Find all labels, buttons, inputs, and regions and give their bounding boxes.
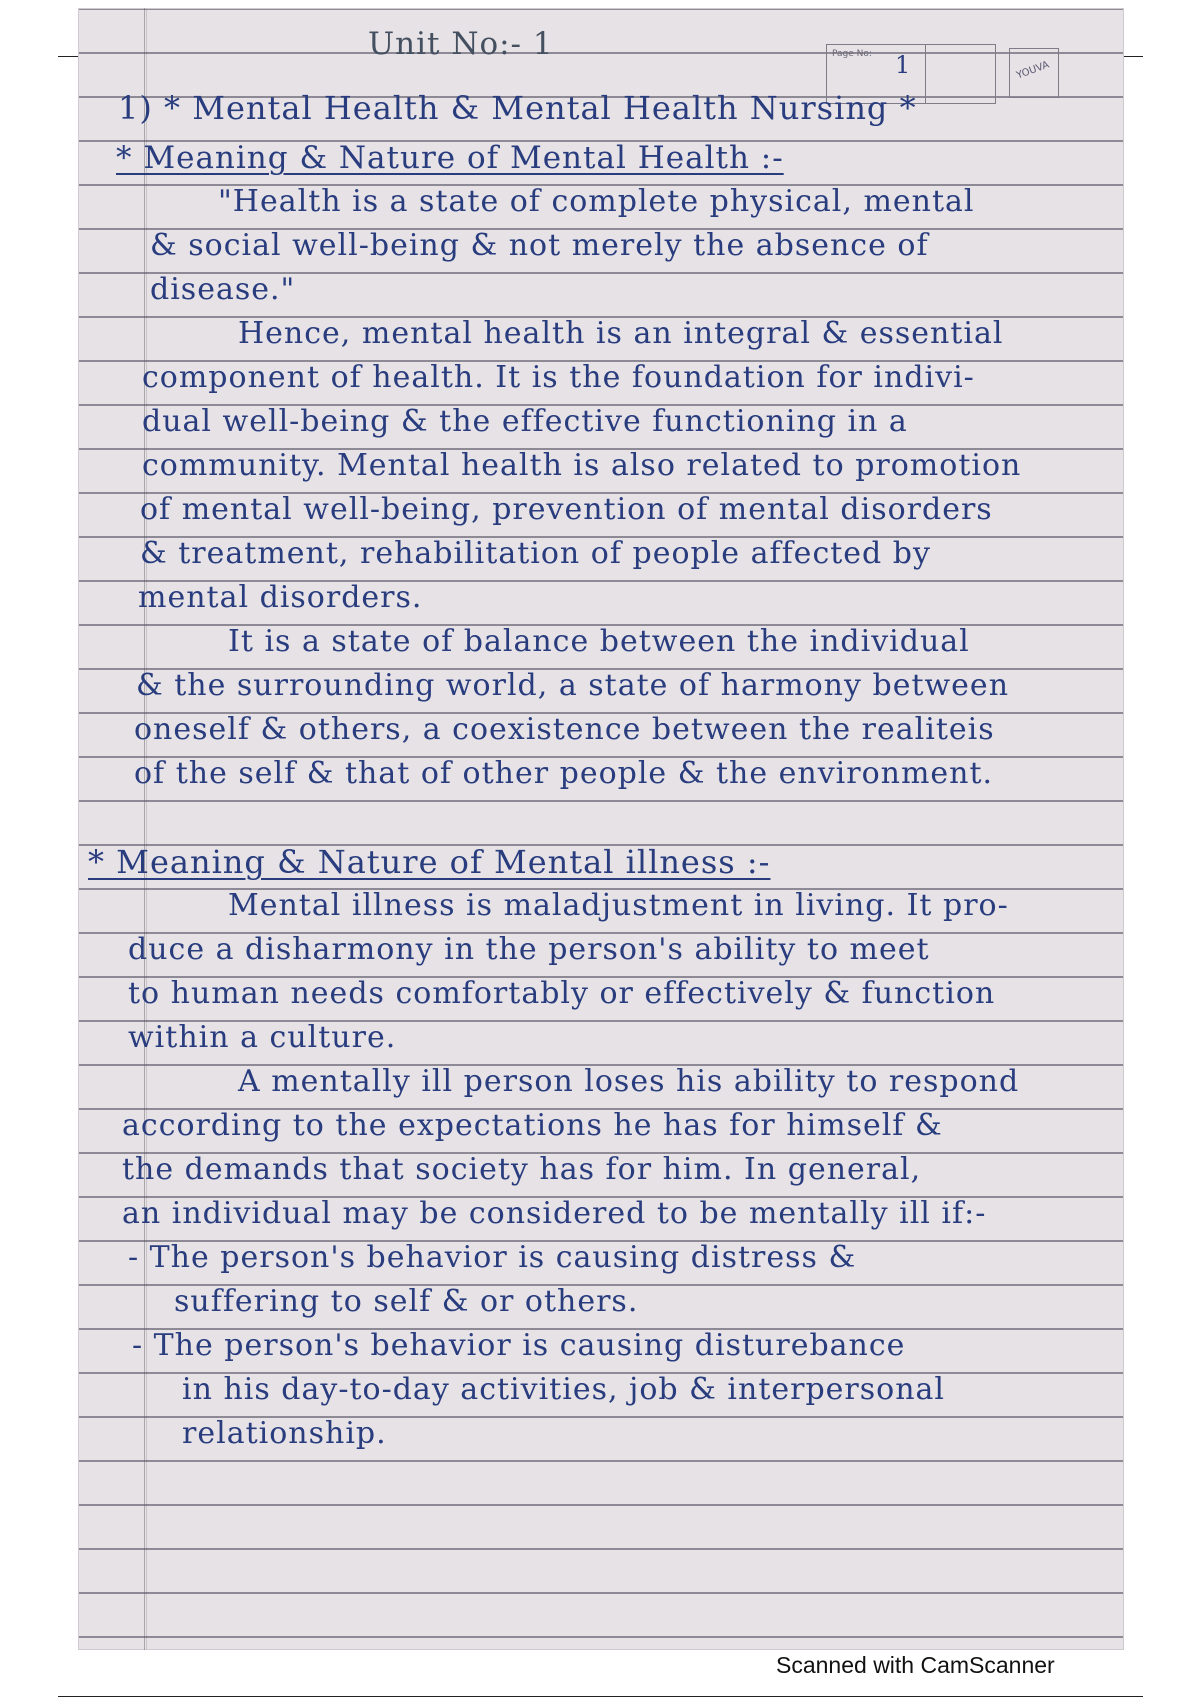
section-heading-mental-illness: * Meaning & Nature of Mental illness :- [88,843,771,881]
section2-line: to human needs comfortably or effectively & function [128,976,996,1011]
section1-line: of mental well-being, prevention of mental disorders [140,492,993,527]
notebook-page [78,8,1124,1650]
section1-line: of the self & that of other people & the environment. [134,756,994,791]
brand-logo-text: YOUVA [1015,59,1051,82]
section1-line: disease." [150,272,296,307]
unit-title: Unit No:- 1 [368,26,554,62]
section1-line: Hence, mental health is an integral & essential [238,316,1004,351]
section2-bullet: - The person's behavior is causing disturebance [132,1328,906,1363]
section2-line: Mental illness is maladjustment in living. It pro- [228,888,1009,923]
page-number-label: Page No: [832,49,872,59]
date-box [926,44,996,104]
scan-border-bottom [58,1696,1143,1697]
section2-line: an individual may be considered to be mentally ill if:- [122,1196,987,1231]
section2-line: relationship. [182,1416,387,1451]
section2-line: A mentally ill person loses his ability to respond [238,1064,1020,1099]
section2-line: within a culture. [128,1020,397,1055]
page-title: 1) * Mental Health & Mental Health Nursing * [118,89,917,127]
page-number-value: 1 [895,51,912,79]
section1-line: "Health is a state of complete physical, mental [218,184,975,219]
section1-line: & the surrounding world, a state of harmony between [136,668,1010,703]
section2-line: suffering to self & or others. [174,1284,639,1319]
margin-line [144,8,145,1650]
section1-line: community. Mental health is also related to promotion [142,448,1022,483]
section2-line: duce a disharmony in the person's ability to meet [128,932,930,967]
section-heading-mental-health: * Meaning & Nature of Mental Health :- [116,140,784,176]
section1-line: & treatment, rehabilitation of people affected by [140,536,931,571]
section1-line: dual well-being & the effective functioning in a [142,404,908,439]
section2-line: in his day-to-day activities, job & interpersonal [182,1372,946,1407]
camscanner-footer: Scanned with CamScanner [776,1652,1055,1678]
section1-line: It is a state of balance between the individual [228,624,970,659]
section1-line: & social well-being & not merely the absence of [150,228,929,263]
section2-bullet: - The person's behavior is causing distress & [128,1240,857,1275]
section2-line: the demands that society has for him. In general, [122,1152,922,1187]
youva-logo [1009,48,1059,98]
section2-line: according to the expectations he has for himself & [122,1108,943,1143]
section1-line: oneself & others, a coexistence between the realiteis [134,712,995,747]
section1-line: component of health. It is the foundation for indivi- [142,360,975,395]
section1-line: mental disorders. [138,580,423,615]
